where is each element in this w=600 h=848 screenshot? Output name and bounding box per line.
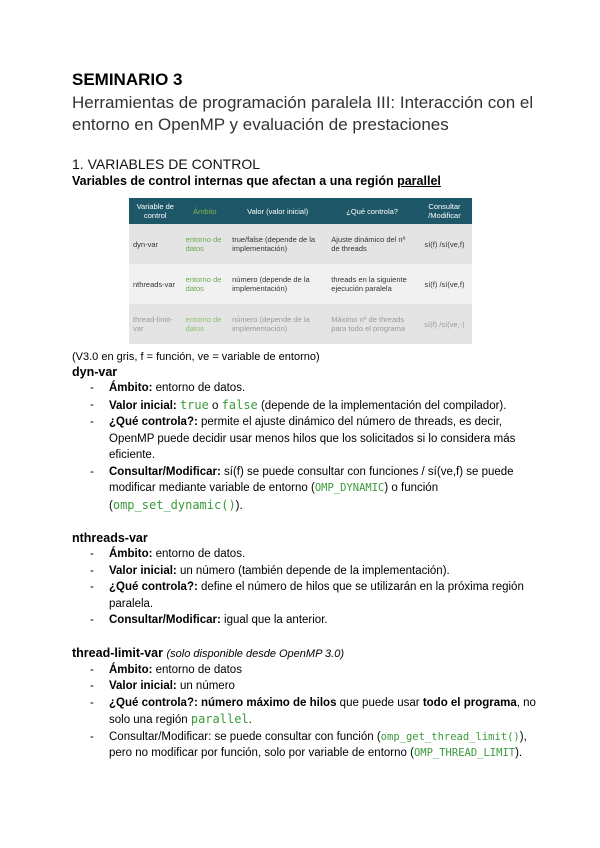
table-note: (V3.0 en gris, f = función, ve = variable de entorno)	[72, 351, 320, 363]
cons-text: ).	[515, 747, 523, 759]
list-item	[72, 563, 542, 580]
cons-label: Consultar/Modificar:	[109, 465, 221, 478]
cell-variable: nthreads-var	[129, 264, 182, 304]
subheading-text: Variables de control internas que afectan a una región	[72, 174, 398, 188]
dyn-var-list	[72, 380, 542, 514]
thread-limit-note: (solo disponible desde OpenMP 3.0)	[166, 647, 345, 660]
cell-valor: número (depende de la implementación)	[228, 264, 327, 304]
que-label: ¿Qué controla?:	[109, 416, 198, 428]
valor-text: un número	[176, 680, 235, 692]
code-false: false	[221, 397, 258, 412]
list-item	[72, 380, 542, 397]
list-item	[72, 464, 542, 515]
valor-o: o	[208, 399, 222, 412]
valor-text: un número (también depende de la implementación).	[176, 564, 450, 577]
cell-que: threads en la siguiente ejecución paralela	[327, 264, 417, 304]
que-text: que puede usar	[336, 696, 423, 709]
page-title: SEMINARIO 3	[72, 70, 183, 89]
list-item	[72, 678, 542, 695]
cell-valor: número (depende de la implementación)	[228, 304, 327, 344]
que-label: ¿Qué controla?:	[109, 581, 198, 593]
cell-ambito: entorno de datos	[182, 304, 229, 344]
cons-text: ) o función (	[109, 482, 439, 512]
table-row	[129, 304, 472, 344]
table-row	[129, 264, 472, 304]
table-row	[129, 224, 472, 264]
valor-rest: (depende de la implementación del compilador).	[257, 399, 507, 412]
cons-text: Consultar/Modificar: se puede consultar con función (	[109, 730, 381, 743]
header-ambito: Ámbito	[182, 198, 229, 224]
code-parallel: parallel	[190, 712, 249, 726]
list-item	[72, 612, 542, 629]
thread-limit-title-text: thread-limit-var	[72, 645, 163, 660]
que-label: ¿Qué controla?:	[109, 696, 198, 709]
header-valor: Valor (valor inicial)	[228, 198, 327, 224]
thread-limit-var-title	[72, 645, 542, 662]
list-item	[72, 729, 542, 762]
ambito-label: Ámbito:	[109, 663, 153, 676]
ambito-text: entorno de datos.	[152, 548, 246, 560]
document-page	[72, 70, 542, 762]
list-item	[72, 414, 542, 464]
que-text: .	[248, 714, 252, 726]
cons-text: sí(f) se puede consultar con funciones / sí(ve,f) se puede modificar mediante variable de entorno (	[109, 465, 514, 494]
cons-text: ).	[235, 499, 243, 512]
cell-que: Ajuste dinámico del nº de threads	[327, 224, 417, 264]
cell-consultar: sí(f) /sí(ve,f)	[417, 224, 472, 264]
valor-label: Valor inicial:	[109, 399, 177, 412]
que-text: permite el ajuste dinámico del número de threads, es decir, OpenMP puede decidir usar menos hilos que los solicitados si lo considera más eficiente.	[109, 416, 516, 461]
section-subheading	[72, 174, 542, 189]
list-item	[72, 397, 542, 415]
ambito-label: Ámbito:	[109, 382, 153, 394]
cell-ambito: entorno de datos	[182, 224, 229, 264]
cell-ambito: entorno de datos	[182, 264, 229, 304]
que-bold: número máximo de hilos	[197, 696, 337, 709]
cons-text: igual que la anterior.	[220, 614, 328, 626]
code-omp-dynamic: OMP_DYNAMIC	[314, 482, 385, 494]
list-item	[72, 579, 542, 612]
ambito-text: entorno de datos	[152, 663, 242, 676]
page-subtitle	[72, 92, 542, 136]
que-text: , no solo una región	[109, 696, 536, 726]
cell-que: Máximo nº de threads para todo el programa	[327, 304, 417, 344]
header-variable: Variable de control	[129, 198, 182, 224]
list-item	[72, 546, 542, 563]
header-consultar: Consultar /Modificar	[417, 198, 472, 224]
nthreads-var-title: nthreads-var	[72, 531, 148, 545]
nthreads-var-list	[72, 546, 542, 629]
header-que: ¿Qué controla?	[327, 198, 417, 224]
code-omp-thread-limit: OMP_THREAD_LIMIT	[413, 747, 516, 759]
code-omp-set-dynamic: omp_set_dynamic()	[112, 497, 236, 512]
cons-text: ), pero no modificar por función, solo por variable de entorno (	[109, 730, 527, 759]
subtitle-line-2: entorno en OpenMP y evaluación de prestaciones	[72, 115, 449, 134]
cell-variable: thread-limit-var	[129, 304, 182, 344]
thread-limit-var-list	[72, 662, 542, 762]
table-header-row	[129, 198, 472, 224]
valor-label: Valor inicial:	[109, 680, 177, 692]
que-bold-2: todo el programa	[422, 696, 517, 709]
code-true: true	[179, 397, 209, 412]
subheading-underlined: parallel	[397, 174, 441, 188]
list-item	[72, 662, 542, 679]
que-text: define el número de hilos que se utilizarán en la próxima región paralela.	[109, 581, 524, 610]
control-variables-table	[129, 198, 472, 344]
list-item	[72, 695, 542, 729]
cons-label: Consultar/Modificar:	[109, 614, 221, 626]
ambito-text: entorno de datos.	[152, 382, 246, 394]
cell-consultar: sí(f) /sí(ve,f)	[417, 264, 472, 304]
dyn-var-title: dyn-var	[72, 365, 118, 379]
cell-consultar: sí(f) /sí(ve,-)	[417, 304, 472, 344]
valor-label: Valor inicial:	[109, 564, 177, 577]
cell-valor: true/false (depende de la implementación)	[228, 224, 327, 264]
cell-variable: dyn-var	[129, 224, 182, 264]
subtitle-line-1: Herramientas de programación paralela III: Interacción con el	[72, 93, 534, 112]
code-omp-get-thread-limit: omp_get_thread_limit()	[380, 730, 520, 743]
section-heading: 1. VARIABLES DE CONTROL	[72, 156, 261, 172]
ambito-label: Ámbito:	[109, 548, 153, 560]
